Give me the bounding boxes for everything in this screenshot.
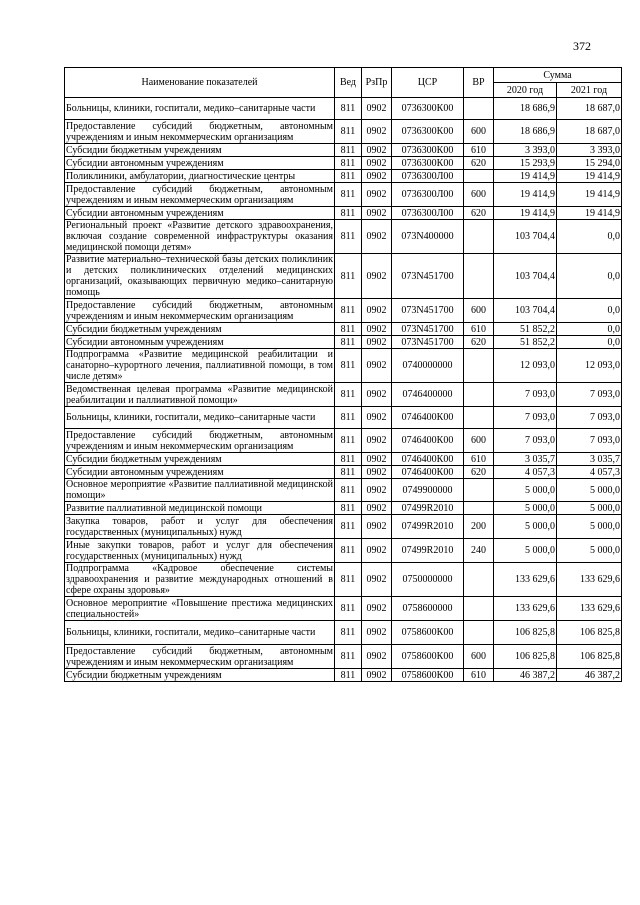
- row-sum-2020: 18 686,9: [494, 98, 557, 120]
- row-csr: 07499R2010: [392, 539, 464, 563]
- row-sum-2021: 15 294,0: [557, 157, 622, 170]
- row-rzpr: 0902: [362, 502, 392, 515]
- row-sum-2021: 0,0: [557, 299, 622, 323]
- row-ved: 811: [335, 349, 362, 383]
- table-row: [65, 563, 622, 597]
- row-ved: 811: [335, 220, 362, 254]
- row-csr: 073N451700: [392, 336, 464, 349]
- row-rzpr: 0902: [362, 170, 392, 183]
- header-vr: ВР: [464, 68, 494, 98]
- row-vr: 620: [464, 207, 494, 220]
- row-csr: 0746400К00: [392, 407, 464, 429]
- table-row: [65, 466, 622, 479]
- row-vr: 610: [464, 453, 494, 466]
- row-vr: 600: [464, 645, 494, 669]
- table-row: [65, 645, 622, 669]
- row-csr: 0758600000: [392, 597, 464, 621]
- header-sum: Сумма: [494, 68, 622, 83]
- row-vr: 600: [464, 429, 494, 453]
- table-row: [65, 170, 622, 183]
- row-sum-2020: 133 629,6: [494, 563, 557, 597]
- row-rzpr: 0902: [362, 299, 392, 323]
- row-name: Субсидии автономным учреждениям: [65, 336, 335, 349]
- row-ved: 811: [335, 515, 362, 539]
- row-rzpr: 0902: [362, 157, 392, 170]
- row-rzpr: 0902: [362, 407, 392, 429]
- row-ved: 811: [335, 621, 362, 645]
- row-name: Больницы, клиники, госпитали, медико–санитарные части: [65, 621, 335, 645]
- row-sum-2021: 19 414,9: [557, 170, 622, 183]
- table-row: [65, 299, 622, 323]
- row-rzpr: 0902: [362, 349, 392, 383]
- row-name: Ведомственная целевая программа «Развитие медицинской реабилитации и паллиативной помощи»: [66, 383, 333, 406]
- row-ved: 811: [335, 597, 362, 621]
- row-vr: 200: [464, 515, 494, 539]
- row-csr: 073N451700: [392, 254, 464, 299]
- row-name: Подпрограмма «Кадровое обеспечение системы здравоохранения и развитие международных отношений в сфере охраны здоровья»: [66, 563, 333, 596]
- row-csr: 0746400К00: [392, 453, 464, 466]
- row-sum-2020: 12 093,0: [494, 349, 557, 383]
- row-ved: 811: [335, 539, 362, 563]
- row-sum-2020: 19 414,9: [494, 170, 557, 183]
- row-name: Субсидии бюджетным учреждениям: [65, 144, 335, 157]
- row-sum-2021: 3 393,0: [557, 144, 622, 157]
- budget-table: [64, 67, 622, 682]
- row-csr: 0746400К00: [392, 466, 464, 479]
- row-rzpr: 0902: [362, 183, 392, 207]
- table-row: [65, 98, 622, 120]
- row-sum-2021: 0,0: [557, 220, 622, 254]
- table-row: [65, 336, 622, 349]
- row-sum-2020: 3 393,0: [494, 144, 557, 157]
- row-sum-2021: 106 825,8: [557, 621, 622, 645]
- row-csr: 0736300Л00: [392, 170, 464, 183]
- row-sum-2020: 103 704,4: [494, 299, 557, 323]
- row-ved: 811: [335, 170, 362, 183]
- row-rzpr: 0902: [362, 466, 392, 479]
- row-rzpr: 0902: [362, 254, 392, 299]
- table-row: [65, 453, 622, 466]
- table-row: [65, 207, 622, 220]
- row-csr: 0758600К00: [392, 645, 464, 669]
- row-sum-2020: 103 704,4: [494, 254, 557, 299]
- row-ved: 811: [335, 336, 362, 349]
- row-rzpr: 0902: [362, 597, 392, 621]
- table-row: [65, 144, 622, 157]
- table-row: [65, 220, 622, 254]
- row-csr: 0749900000: [392, 479, 464, 502]
- row-sum-2020: 18 686,9: [494, 120, 557, 144]
- row-sum-2021: 12 093,0: [557, 349, 622, 383]
- row-csr: 0758600К00: [392, 621, 464, 645]
- row-rzpr: 0902: [362, 220, 392, 254]
- row-vr: 610: [464, 669, 494, 682]
- row-sum-2021: 19 414,9: [557, 183, 622, 207]
- row-sum-2020: 5 000,0: [494, 515, 557, 539]
- row-vr: [464, 621, 494, 645]
- row-rzpr: 0902: [362, 515, 392, 539]
- row-ved: 811: [335, 207, 362, 220]
- row-vr: 240: [464, 539, 494, 563]
- row-sum-2020: 5 000,0: [494, 502, 557, 515]
- row-ved: 811: [335, 669, 362, 682]
- row-sum-2020: 4 057,3: [494, 466, 557, 479]
- row-ved: 811: [335, 407, 362, 429]
- row-vr: [464, 383, 494, 407]
- row-name: Больницы, клиники, госпитали, медико–санитарные части: [65, 98, 335, 120]
- row-rzpr: 0902: [362, 336, 392, 349]
- row-sum-2021: 5 000,0: [557, 539, 622, 563]
- row-name: Предоставление субсидий бюджетным, автономным учреждениям и иным некоммерческим организациям: [66, 429, 333, 452]
- row-name: Иные закупки товаров, работ и услуг для обеспечения государственных (муниципальных) нужд: [66, 539, 333, 562]
- row-name: Субсидии автономным учреждениям: [65, 207, 335, 220]
- row-name: Предоставление субсидий бюджетным, автономным учреждениям и иным некоммерческим организациям: [66, 299, 333, 322]
- row-vr: [464, 407, 494, 429]
- row-name: Предоставление субсидий бюджетным, автономным учреждениям и иным некоммерческим организациям: [66, 645, 333, 668]
- table-row: [65, 502, 622, 515]
- row-ved: 811: [335, 466, 362, 479]
- row-sum-2020: 46 387,2: [494, 669, 557, 682]
- row-csr: 0746400К00: [392, 429, 464, 453]
- row-vr: [464, 479, 494, 502]
- row-csr: 0746400000: [392, 383, 464, 407]
- row-name: Региональный проект «Развитие детского здравоохранения, включая создание современной инфраструктуры оказания медицинской помощи детям»: [66, 220, 333, 253]
- table-row: [65, 515, 622, 539]
- row-sum-2021: 7 093,0: [557, 383, 622, 407]
- row-csr: 0758600К00: [392, 669, 464, 682]
- row-name: Подпрограмма «Развитие медицинской реабилитации и санаторно–курортного лечения, паллиативной помощи, в том числе детям»: [66, 349, 333, 382]
- table-body: [65, 98, 622, 682]
- row-csr: 073N400000: [392, 220, 464, 254]
- row-ved: 811: [335, 254, 362, 299]
- row-vr: [464, 220, 494, 254]
- table-row: [65, 120, 622, 144]
- table-row: [65, 254, 622, 299]
- row-rzpr: 0902: [362, 323, 392, 336]
- row-csr: 0736300К00: [392, 98, 464, 120]
- row-sum-2020: 7 093,0: [494, 407, 557, 429]
- table-row: [65, 621, 622, 645]
- row-rzpr: 0902: [362, 98, 392, 120]
- row-ved: 811: [335, 183, 362, 207]
- row-name: Субсидии бюджетным учреждениям: [65, 453, 335, 466]
- row-vr: [464, 98, 494, 120]
- row-ved: 811: [335, 144, 362, 157]
- row-ved: 811: [335, 157, 362, 170]
- row-name: Предоставление субсидий бюджетным, автономным учреждениям и иным некоммерческим организациям: [66, 183, 333, 206]
- row-name: Субсидии автономным учреждениям: [65, 466, 335, 479]
- row-vr: [464, 170, 494, 183]
- row-sum-2021: 133 629,6: [557, 563, 622, 597]
- row-vr: 610: [464, 144, 494, 157]
- row-rzpr: 0902: [362, 539, 392, 563]
- row-rzpr: 0902: [362, 207, 392, 220]
- table-row: [65, 669, 622, 682]
- row-sum-2021: 4 057,3: [557, 466, 622, 479]
- row-ved: 811: [335, 120, 362, 144]
- row-sum-2020: 3 035,7: [494, 453, 557, 466]
- row-name: Закупка товаров, работ и услуг для обеспечения государственных (муниципальных) нужд: [66, 515, 333, 538]
- row-rzpr: 0902: [362, 383, 392, 407]
- row-sum-2021: 133 629,6: [557, 597, 622, 621]
- row-rzpr: 0902: [362, 453, 392, 466]
- row-rzpr: 0902: [362, 645, 392, 669]
- header-csr: ЦСР: [392, 68, 464, 98]
- table-row: [65, 183, 622, 207]
- row-sum-2021: 0,0: [557, 323, 622, 336]
- row-vr: 600: [464, 120, 494, 144]
- row-csr: 07499R2010: [392, 515, 464, 539]
- row-csr: 073N451700: [392, 323, 464, 336]
- row-ved: 811: [335, 479, 362, 502]
- table-row: [65, 429, 622, 453]
- row-sum-2021: 7 093,0: [557, 429, 622, 453]
- row-sum-2020: 7 093,0: [494, 383, 557, 407]
- row-sum-2020: 106 825,8: [494, 621, 557, 645]
- row-sum-2020: 19 414,9: [494, 183, 557, 207]
- row-sum-2020: 106 825,8: [494, 645, 557, 669]
- row-name: Основное мероприятие «Повышение престижа медицинских специальностей»: [66, 597, 333, 620]
- row-rzpr: 0902: [362, 429, 392, 453]
- row-rzpr: 0902: [362, 621, 392, 645]
- row-sum-2021: 5 000,0: [557, 502, 622, 515]
- header-name: Наименование показателей: [65, 68, 335, 98]
- row-csr: 0736300Л00: [392, 207, 464, 220]
- row-vr: [464, 254, 494, 299]
- header-year-2021: 2021 год: [557, 83, 622, 98]
- row-sum-2020: 7 093,0: [494, 429, 557, 453]
- row-rzpr: 0902: [362, 479, 392, 502]
- row-csr: 0736300К00: [392, 120, 464, 144]
- row-name: Развитие паллиативной медицинской помощи: [65, 502, 335, 515]
- header-ved: Вед: [335, 68, 362, 98]
- row-rzpr: 0902: [362, 120, 392, 144]
- row-name: Субсидии бюджетным учреждениям: [65, 669, 335, 682]
- table-row: [65, 479, 622, 502]
- row-sum-2021: 5 000,0: [557, 479, 622, 502]
- row-ved: 811: [335, 453, 362, 466]
- row-vr: 620: [464, 157, 494, 170]
- row-sum-2021: 5 000,0: [557, 515, 622, 539]
- row-csr: 073N451700: [392, 299, 464, 323]
- row-vr: [464, 563, 494, 597]
- row-ved: 811: [335, 383, 362, 407]
- row-sum-2021: 18 687,0: [557, 98, 622, 120]
- table-row: [65, 349, 622, 383]
- row-name: Поликлиники, амбулатории, диагностические центры: [65, 170, 335, 183]
- row-sum-2020: 103 704,4: [494, 220, 557, 254]
- row-ved: 811: [335, 563, 362, 597]
- row-sum-2020: 5 000,0: [494, 539, 557, 563]
- row-vr: 620: [464, 336, 494, 349]
- row-vr: 620: [464, 466, 494, 479]
- page-number: 372: [573, 39, 591, 53]
- row-ved: 811: [335, 98, 362, 120]
- row-sum-2021: 3 035,7: [557, 453, 622, 466]
- row-ved: 811: [335, 299, 362, 323]
- row-name: Субсидии бюджетным учреждениям: [65, 323, 335, 336]
- table-row: [65, 323, 622, 336]
- row-ved: 811: [335, 502, 362, 515]
- row-name: Больницы, клиники, госпитали, медико–санитарные части: [65, 407, 335, 429]
- row-csr: 0740000000: [392, 349, 464, 383]
- row-vr: [464, 597, 494, 621]
- row-sum-2021: 0,0: [557, 254, 622, 299]
- table-row: [65, 157, 622, 170]
- row-csr: 0736300Л00: [392, 183, 464, 207]
- row-ved: 811: [335, 323, 362, 336]
- row-sum-2021: 106 825,8: [557, 645, 622, 669]
- header-rzpr: РзПр: [362, 68, 392, 98]
- table-row: [65, 383, 622, 407]
- row-csr: 0736300К00: [392, 157, 464, 170]
- header-year-2020: 2020 год: [494, 83, 557, 98]
- table-row: [65, 597, 622, 621]
- row-name: Основное мероприятие «Развитие паллиативной медицинской помощи»: [66, 479, 333, 501]
- table-row: [65, 539, 622, 563]
- row-csr: 0736300К00: [392, 144, 464, 157]
- table-row: [65, 407, 622, 429]
- row-vr: 600: [464, 299, 494, 323]
- row-sum-2021: 18 687,0: [557, 120, 622, 144]
- row-ved: 811: [335, 429, 362, 453]
- row-sum-2021: 19 414,9: [557, 207, 622, 220]
- row-csr: 0750000000: [392, 563, 464, 597]
- row-sum-2020: 19 414,9: [494, 207, 557, 220]
- row-sum-2020: 5 000,0: [494, 479, 557, 502]
- row-sum-2020: 133 629,6: [494, 597, 557, 621]
- row-rzpr: 0902: [362, 144, 392, 157]
- row-sum-2020: 15 293,9: [494, 157, 557, 170]
- row-vr: [464, 349, 494, 383]
- header-row: [65, 68, 622, 83]
- row-vr: [464, 502, 494, 515]
- row-vr: 600: [464, 183, 494, 207]
- row-name: Субсидии автономным учреждениям: [65, 157, 335, 170]
- row-sum-2021: 46 387,2: [557, 669, 622, 682]
- row-sum-2021: 0,0: [557, 336, 622, 349]
- row-csr: 07499R2010: [392, 502, 464, 515]
- row-ved: 811: [335, 645, 362, 669]
- row-rzpr: 0902: [362, 669, 392, 682]
- row-sum-2020: 51 852,2: [494, 336, 557, 349]
- row-name: Развитие материально–технической базы детских поликлиник и детских поликлинических отделений медицинских организаций, оказывающих первичную медико–санитарную помощь: [66, 254, 333, 298]
- row-sum-2021: 7 093,0: [557, 407, 622, 429]
- row-rzpr: 0902: [362, 563, 392, 597]
- row-vr: 610: [464, 323, 494, 336]
- row-sum-2020: 51 852,2: [494, 323, 557, 336]
- row-name: Предоставление субсидий бюджетным, автономным учреждениям и иным некоммерческим организациям: [66, 120, 333, 143]
